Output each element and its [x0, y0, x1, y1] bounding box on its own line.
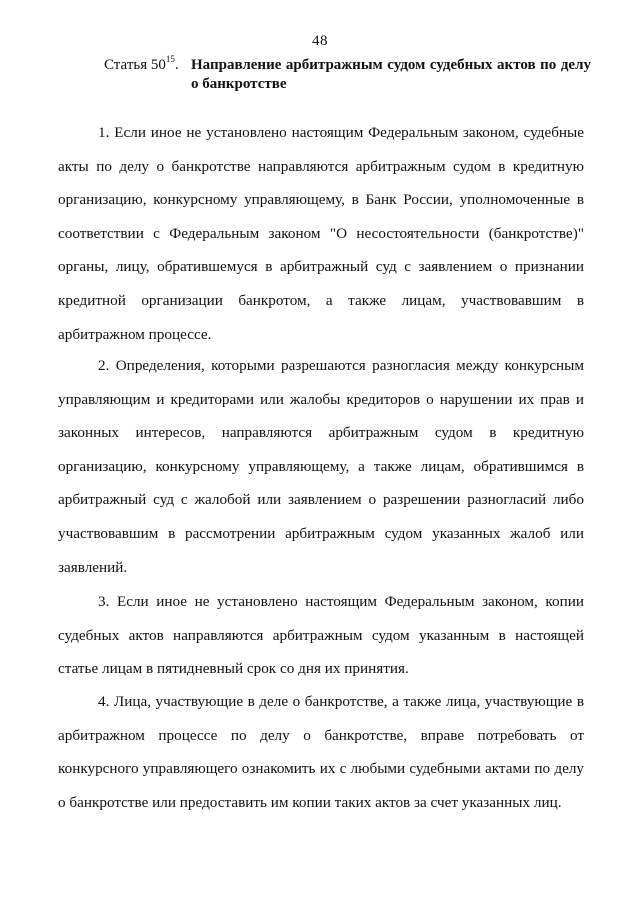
paragraph-1 [58, 116, 584, 351]
paragraph-3 [58, 585, 584, 686]
article-title: Направление арбитражным судом судебных актов по делу о банкротстве [191, 57, 591, 92]
paragraph-text: 2. Определения, которыми разрешаются разногласия между конкурсным управляющим и кредиторами или жалобы кредиторов о нарушении их прав и законных интересов, направляются арбитражным судом в кредитную организацию, конкурсному управляющему, а также лицам, обратившимся в арбитражный суд с жалобой или заявлением о разрешении разногласий либо участвовавшим в рассмотрении арбитражным судом указанных жалоб или заявлений. [58, 357, 584, 576]
paragraph-2 [58, 349, 584, 584]
article-label-superscript: 15 [165, 54, 175, 64]
paragraph-4 [58, 685, 584, 819]
paragraph-text: 4. Лица, участвующие в деле о банкротстве, а также лица, участвующие в арбитражном процессе по делу о банкротстве, вправе потребовать от конкурсного управляющего ознакомить их с любыми судебными актами по делу о банкротстве или предоставить им копии таких актов за счет указанных лиц. [58, 693, 584, 811]
article-label [104, 56, 179, 75]
paragraph-text: 1. Если иное не установлено настоящим Федеральным законом, судебные акты по делу о банкротстве направляются арбитражным судом в кредитную организацию, конкурсному управляющему, в Банк России, уполномоченные в соответствии с Федеральным законом "О несостоятельности (банкротстве)" органы, лицу, обратившемуся в арбитражный суд с заявлением о признании кредитной организации банкротом, а также лицам, участвовавшим в арбитражном процессе. [58, 124, 584, 343]
page-number: 48 [312, 33, 328, 49]
paragraph-text: 3. Если иное не установлено настоящим Федеральным законом, копии судебных актов направляются арбитражным судом указанным в настоящей статье лицам в пятидневный срок со дня их принятия. [58, 593, 584, 678]
article-label-prefix: Статья 50 [104, 57, 166, 73]
article-label-suffix: . [174, 57, 179, 73]
